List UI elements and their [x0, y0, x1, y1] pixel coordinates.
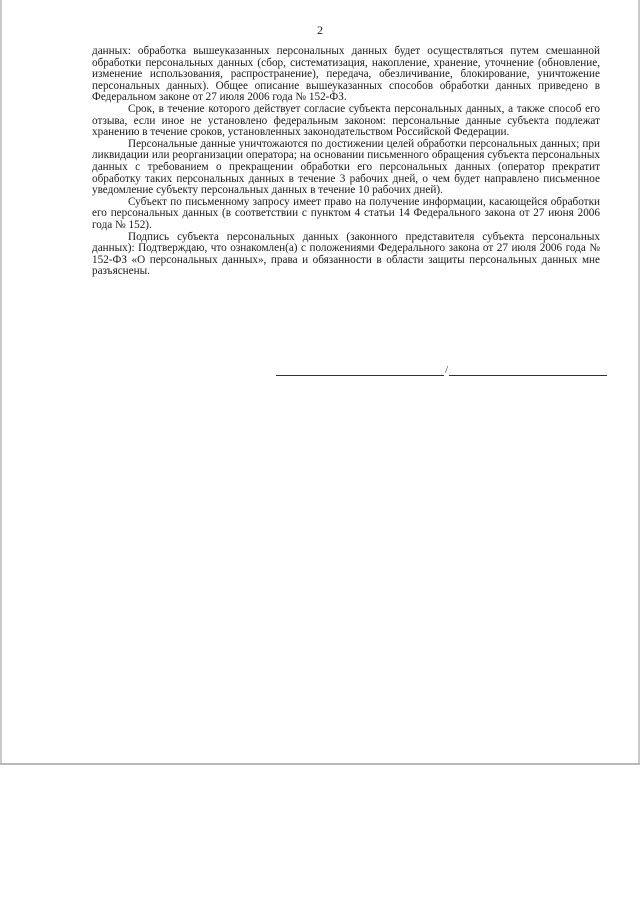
paragraph-data-destruction: Персональные данные уничтожаются по достижении целей обработки персональных данных; при ликвидации или реорганизации оператора; на основании письменного обращения субъекта персональных данных с требованием о прекращении обработки его персональных данных (оператор прекратит обработку таких персональных данных в течение 3 рабочих дней, о чем будет направлено письменное уведомление субъекту персональных данных в течение 10 рабочих дней). — [92, 137, 600, 197]
signature-field — [276, 364, 607, 376]
paragraph-consent-term: Срок, в течение которого действует согласие субъекта персональных данных, а также способ его отзыва, если иное не установлено федеральным законом: персональные данные субъекта подлежат хранению в течение сроков, установленных законодательством Российской Федерации. — [92, 102, 600, 139]
signature-blank — [276, 365, 444, 376]
page-background — [0, 767, 640, 905]
paragraph-subject-rights: Субъект по письменному запросу имеет право на получение информации, касающейся обработки его персональных данных (в соответствии с пунктом 4 статьи 14 Федерального закона от 27 июня 2006 года № 152). — [92, 195, 600, 231]
document-body — [92, 46, 600, 278]
signature-separator: / — [445, 364, 449, 376]
name-blank — [449, 365, 607, 376]
paragraph-processing-methods: данных: обработка вышеуказанных персональных данных будет осуществляться путем смешанной обработки персональных данных (сбор, систематизация, накопление, хранение, уточнение (обновление, изменение использования, распространение), передача, обезличивание, блокирование, уничтожение персональных данных). Общее описание вышеуказанных способов обработки данных приведено в Федеральном законе от 27 июля 2006 года № 152-ФЗ. — [92, 45, 600, 104]
page-number: 2 — [317, 23, 323, 37]
paragraph-signature-statement: Подпись субъекта персональных данных (законного представителя субъекта персональных данных): Подтверждаю, что ознакомлен(а) с положениями Федерального закона от 27 июля 2006 года № 152-ФЗ «О персональных данных», права и обязанности в области защиты персональных данных мне разъяснены. — [92, 230, 600, 278]
